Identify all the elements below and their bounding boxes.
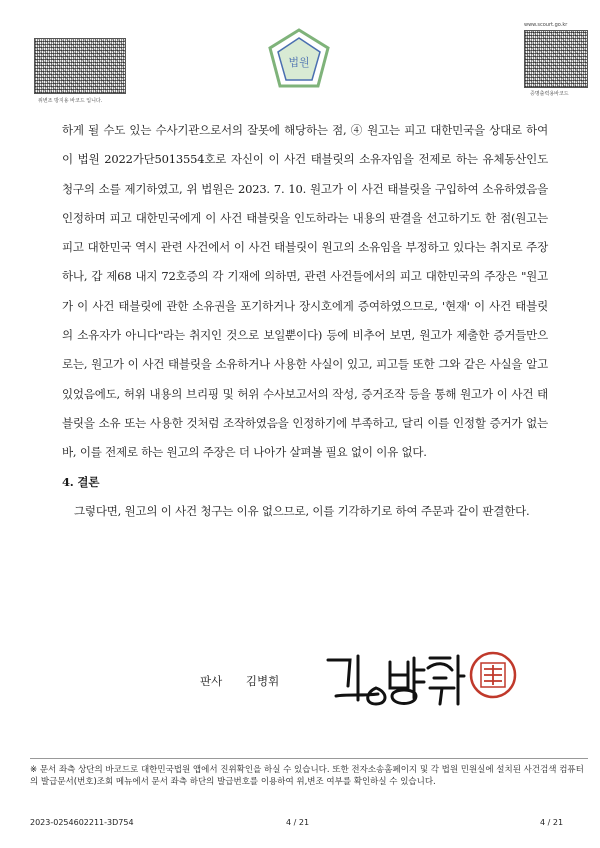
barcode-caption: 위변조 방지용 바코드 입니다.	[38, 98, 103, 104]
footer-divider	[30, 758, 588, 759]
certificate-qr-code	[524, 30, 588, 88]
judge-title: 판사	[200, 674, 223, 688]
verification-notice: ※ 문서 좌측 상단의 바코드로 대한민국법원 앱에서 진위확인을 하실 수 있습니다. 또한 전자소송홈페이지 및 각 법원 민원실에 설치된 사건검색 컴퓨터의 발급문서(번호)조회 메뉴에서 문서 좌측 하단의 발급번호를 이용하여 위,변조 여부를 확인하실 수 있습니다.	[30, 765, 584, 787]
conclusion-text: 그렇다면, 원고의 이 사건 청구는 이유 없으므로, 이를 기각하기로 하여 주문과 같이 판결한다.	[74, 503, 530, 518]
page-number: 4 / 21	[286, 818, 310, 827]
handwritten-signature	[318, 648, 466, 710]
page-number-right: 4 / 21	[540, 818, 564, 827]
official-seal-icon	[468, 650, 518, 700]
judgment-body	[62, 116, 548, 526]
emblem-text: 법원	[288, 56, 310, 69]
authenticity-barcode	[34, 38, 126, 94]
judge-name: 김병휘	[245, 674, 280, 688]
court-emblem-icon	[266, 28, 332, 90]
issue-number: 2023-0254602211-3D754	[30, 818, 134, 827]
qr-caption: 증명출력용바코드	[530, 91, 569, 97]
judge-line	[200, 673, 299, 689]
conclusion-heading: 4. 결론	[62, 474, 100, 489]
scourt-url: www.scourt.go.kr	[524, 22, 568, 28]
reasoning-paragraph: 하게 될 수도 있는 수사기관으로서의 잘못에 해당하는 점, ④ 원고는 피고 대한민국을 상대로 하여 이 법원 2022가단5013554호로 자신이 이 사건 태블릿의 소유자임을 전제로 하는 유체동산인도 청구의 소를 제기하였고, 위 법원은 2023. 7. 10. 원고가 이 사건 태블릿을 구입하여 소유하였음을 인정하며 피고 대한민국에게 이 사건 태블릿을 인도하라는 내용의 판결을 선고하기도 한 점(원고는 피고 대한민국 역시 관련 사건에서 이 사건 태블릿이 원고의 소유임을 부정하고 있다는 취지로 주장하나, 갑 제68 내지 72호증의 각 기재에 의하면, 관련 사건들에서의 피고 대한민국의 주장은 "원고가 이 사건 태블릿에 관한 소유권을 포기하거나 장시호에게 증여하였으므로, '현재' 이 사건 태블릿의 소유자가 아니다"라는 취지인 것으로 보일뿐이다) 등에 비추어 보면, 원고가 제출한 증거들만으로는, 원고가 이 사건 태블릿을 소유하거나 사용한 사실이 있고, 피고들 또한 그와 같은 사실을 알고 있었음에도, 허위 내용의 브리핑 및 허위 수사보고서의 작성, 증거조작 등을 통해 원고가 이 사건 태블릿을 소유 또는 사용한 것처럼 조작하였음을 인정하기에 부족하고, 달리 이를 인정할 증거가 없는바, 이를 전제로 하는 원고의 주장은 더 나아가 살펴볼 필요 없이 이유 없다.	[62, 123, 548, 460]
